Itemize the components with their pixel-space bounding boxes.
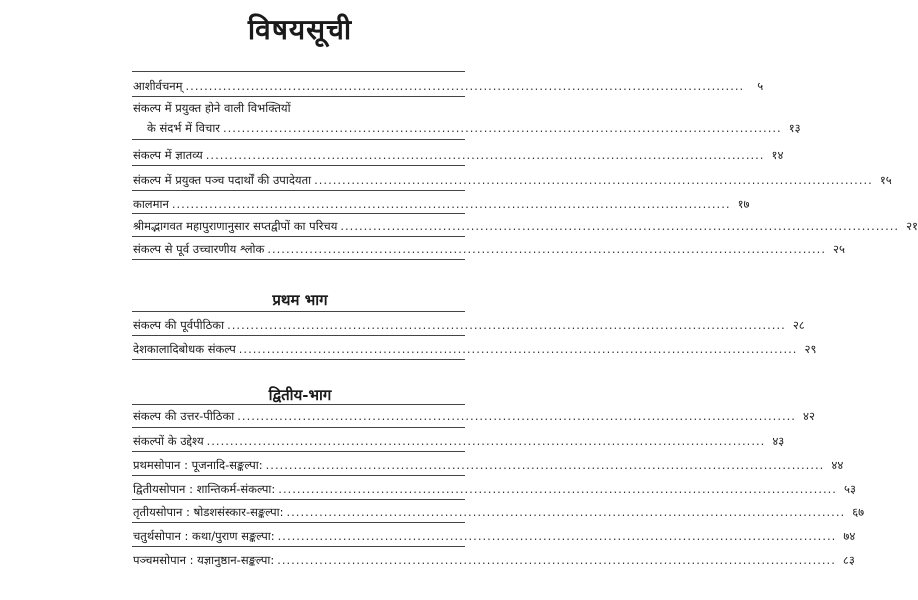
- leader-dots: ........................................................................................................................: [227, 318, 786, 332]
- leader-dots: ........................................................................................................................: [277, 529, 837, 543]
- divider: [132, 522, 465, 523]
- divider: [132, 359, 465, 360]
- page-title: विषयसूची: [247, 13, 353, 46]
- toc-entry-label: संकल्प में प्रयुक्त पञ्च पदार्थों की उपादेयता: [133, 173, 312, 187]
- toc-entry: [133, 553, 855, 567]
- divider: [132, 96, 465, 97]
- toc-entry-label: प्रथमसोपान : पूजनादि-सङ्कल्पा:: [133, 458, 263, 472]
- toc-entry-page: ४४: [831, 458, 844, 472]
- leader-dots: ........................................................................................................................: [205, 148, 765, 162]
- toc-entry: [133, 148, 784, 162]
- toc-entry: [133, 409, 815, 423]
- toc-entry: [147, 121, 801, 135]
- toc-entry-page: ६७: [852, 505, 865, 519]
- toc-entry-page: १४: [771, 148, 784, 162]
- leader-dots: ........................................................................................................................: [185, 79, 745, 93]
- toc-entry: [133, 434, 785, 448]
- toc-entry-page: ५: [757, 79, 764, 93]
- leader-dots: ........................................................................................................................: [237, 409, 796, 423]
- toc-entry-label: पञ्चमसोपान : यज्ञानुष्ठान-सङ्कल्पा:: [133, 553, 275, 567]
- toc-entry-page: ८३: [842, 553, 855, 567]
- leader-dots: ........................................................................................................................: [267, 242, 826, 256]
- divider: [132, 404, 465, 405]
- leader-dots: ........................................................................................................................: [340, 219, 900, 233]
- leader-dots: ........................................................................................................................: [278, 482, 837, 496]
- toc-entry: [133, 219, 918, 233]
- toc-entry-page: १३: [788, 121, 801, 135]
- toc-entry: [133, 242, 845, 256]
- toc-entry-label: तृतीयसोपान : षोडशसंस्कार-सङ्कल्पा:: [133, 505, 284, 519]
- toc-entry-label: संकल्पों के उद्देश्य: [133, 434, 204, 448]
- leader-dots: ........................................................................................................................: [223, 121, 782, 135]
- toc-entry-label: संकल्प से पूर्व उच्चारणीय श्लोक: [133, 242, 265, 256]
- leader-dots: ........................................................................................................................: [286, 505, 846, 519]
- toc-entry: [133, 482, 856, 496]
- divider: [132, 311, 465, 312]
- toc-entry-label: कालमान: [133, 197, 169, 211]
- toc-entry-page: २८: [792, 318, 805, 332]
- toc-entry-label: देशकालादिबोधक संकल्प: [133, 342, 236, 356]
- toc-entry-label: संकल्प की पूर्वपीठिका: [133, 318, 225, 332]
- leader-dots: ........................................................................................................................: [171, 197, 731, 211]
- divider: [132, 236, 465, 237]
- toc-entry-label: द्वितीयसोपान : शान्तिकर्म-संकल्पा:: [133, 482, 276, 496]
- toc-entry-label: संकल्प की उत्तर-पीठिका: [133, 409, 235, 423]
- toc-entry-page: ४२: [802, 409, 815, 423]
- section-heading: प्रथम भाग: [272, 291, 328, 309]
- toc-entry-label: आशीर्वचनम्: [133, 79, 183, 93]
- toc-entry: [133, 197, 750, 211]
- divider: [132, 190, 465, 191]
- leader-dots: ........................................................................................................................: [238, 342, 798, 356]
- divider: [132, 335, 465, 336]
- toc-entry-page: २१: [906, 219, 918, 233]
- toc-entry: [133, 173, 892, 187]
- toc-entry: [133, 342, 817, 356]
- leader-dots: ........................................................................................................................: [277, 553, 836, 567]
- toc-entry-page: ७४: [843, 529, 856, 543]
- toc-entry-label: के संदर्भ में विचार: [147, 121, 220, 135]
- toc-entry-page: २९: [804, 342, 817, 356]
- divider: [132, 546, 465, 547]
- leader-dots: ........................................................................................................................: [206, 434, 766, 448]
- divider: [132, 475, 465, 476]
- toc-entry: [133, 79, 764, 93]
- toc-entry-page: १७: [737, 197, 750, 211]
- toc-entry: [133, 318, 805, 332]
- toc-entry-label-line1: संकल्प में प्रयुक्त होने वाली विभक्तियों: [133, 101, 291, 115]
- divider: [132, 499, 465, 500]
- toc-entry-label: चतुर्थसोपान : कथा/पुराण सङ्कल्पा:: [133, 529, 275, 543]
- toc-entry-label: संकल्प में ज्ञातव्य: [133, 148, 203, 162]
- section-heading: द्वितीय-भाग: [268, 386, 332, 404]
- toc-entry-page: ५३: [844, 482, 856, 496]
- toc-entry: [133, 458, 844, 472]
- toc-entry-page: ४३: [772, 434, 785, 448]
- toc-entry-page: १५: [879, 173, 892, 187]
- toc-entry: [133, 505, 865, 519]
- leader-dots: ........................................................................................................................: [314, 173, 873, 187]
- leader-dots: ........................................................................................................................: [265, 458, 825, 472]
- toc-entry-page: २५: [833, 242, 845, 256]
- divider: [132, 213, 465, 214]
- divider: [132, 165, 465, 166]
- toc-entry: [133, 529, 856, 543]
- divider: [132, 451, 465, 452]
- divider: [132, 139, 465, 140]
- divider: [132, 427, 465, 428]
- divider: [132, 71, 465, 72]
- toc-entry-label: श्रीमद्भागवत महापुराणानुसार सप्तद्वीपों का परिचय: [133, 219, 338, 233]
- divider: [132, 259, 465, 260]
